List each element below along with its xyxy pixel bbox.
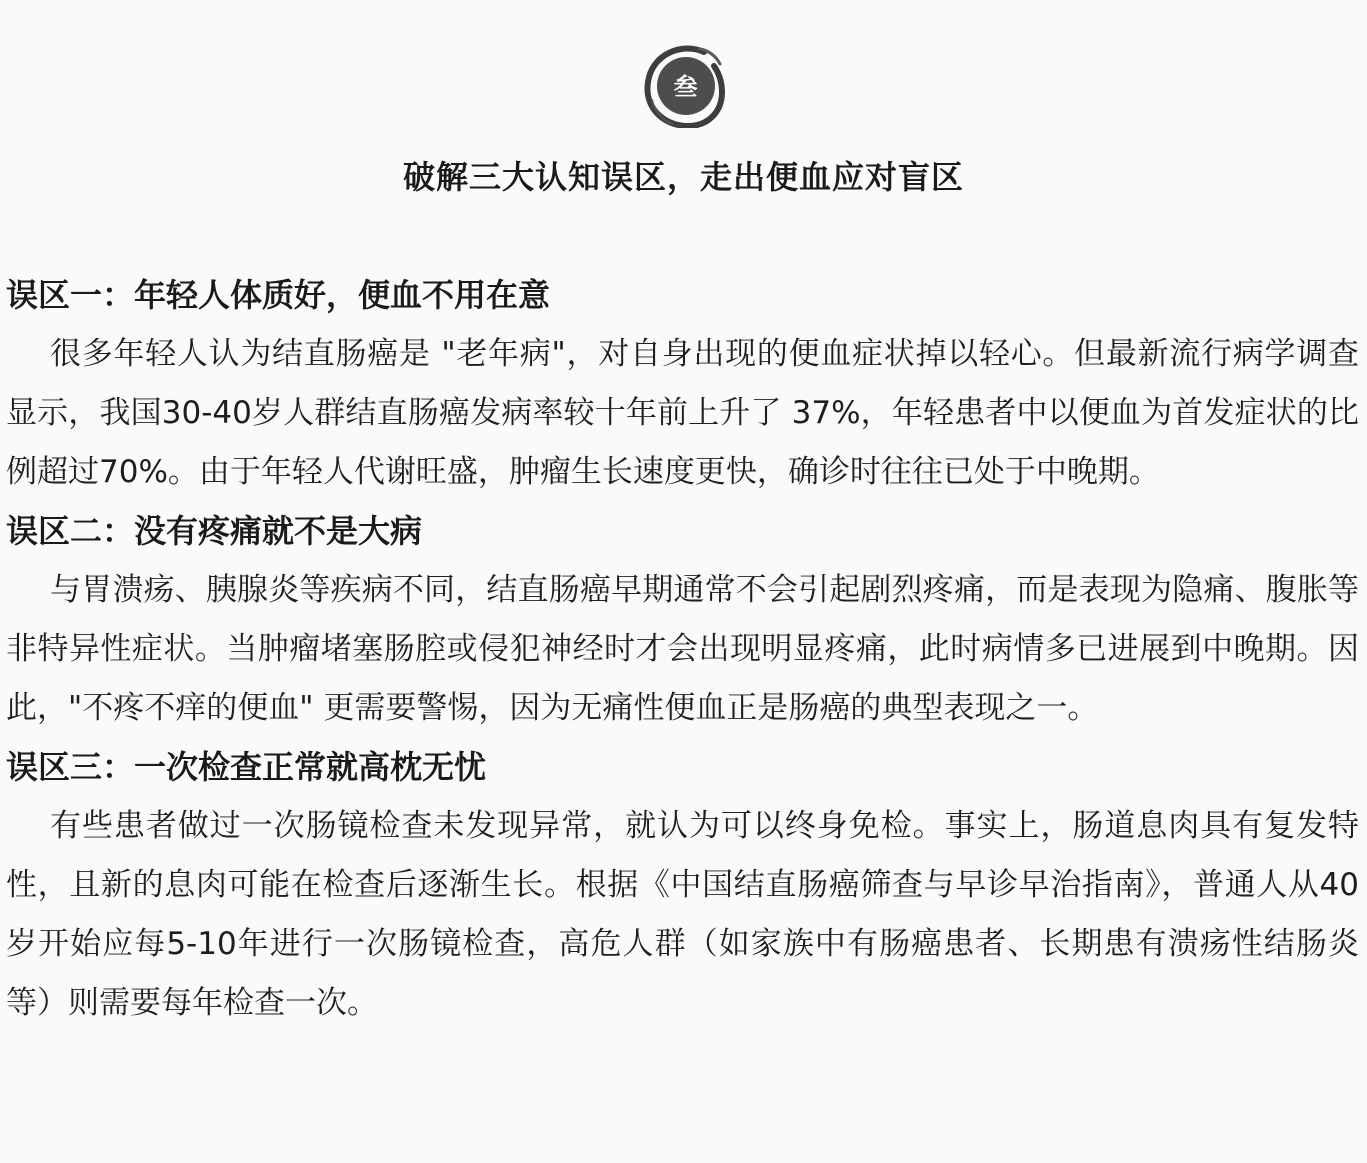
myth-body: 与胃溃疡、胰腺炎等疾病不同，结直肠癌早期通常不会引起剧烈疼痛，而是表现为隐痛、腹胀等非特异性症状。当肿瘤堵塞肠腔或侵犯神经时才会出现明显疼痛，此时病情多已进展到中晚期。因此，"不疼不痒的便血" 更需要警惕，因为无痛性便血正是肠癌的典型表现之一。 xyxy=(6,572,1359,726)
section-number-badge xyxy=(642,40,726,128)
myth-heading: 误区一：年轻人体质好，便血不用在意 xyxy=(6,276,551,314)
section-badge-wrap xyxy=(0,40,1367,128)
myth-heading: 误区二：没有疼痛就不是大病 xyxy=(6,512,423,550)
myth-list xyxy=(6,266,1359,1033)
myth-item-3 xyxy=(6,738,1359,1033)
section-title: 破解三大认知误区，走出便血应对盲区 xyxy=(402,158,964,196)
myth-body: 有些患者做过一次肠镜检查未发现异常，就认为可以终身免检。事实上，肠道息肉具有复发特性，且新的息肉可能在检查后逐渐生长。根据《中国结直肠癌筛查与早诊早治指南》，普通人从40岁开始应每5-10年进行一次肠镜检查，高危人群（如家族中有肠癌患者、长期患有溃疡性结肠炎等）则需要每年检查一次。 xyxy=(6,808,1359,1021)
myth-heading: 误区三：一次检查正常就高枕无忧 xyxy=(6,748,487,786)
myth-item-2 xyxy=(6,502,1359,738)
myth-item-1 xyxy=(6,266,1359,502)
badge-number: 叁 xyxy=(673,72,698,101)
myth-body: 很多年轻人认为结直肠癌是 "老年病"，对自身出现的便血症状掉以轻心。但最新流行病学调查显示，我国30-40岁人群结直肠癌发病率较十年前上升了 37%，年轻患者中以便血为首发症状的比例超过70%。由于年轻人代谢旺盛，肿瘤生长速度更快，确诊时往往已处于中晚期。 xyxy=(6,336,1359,490)
